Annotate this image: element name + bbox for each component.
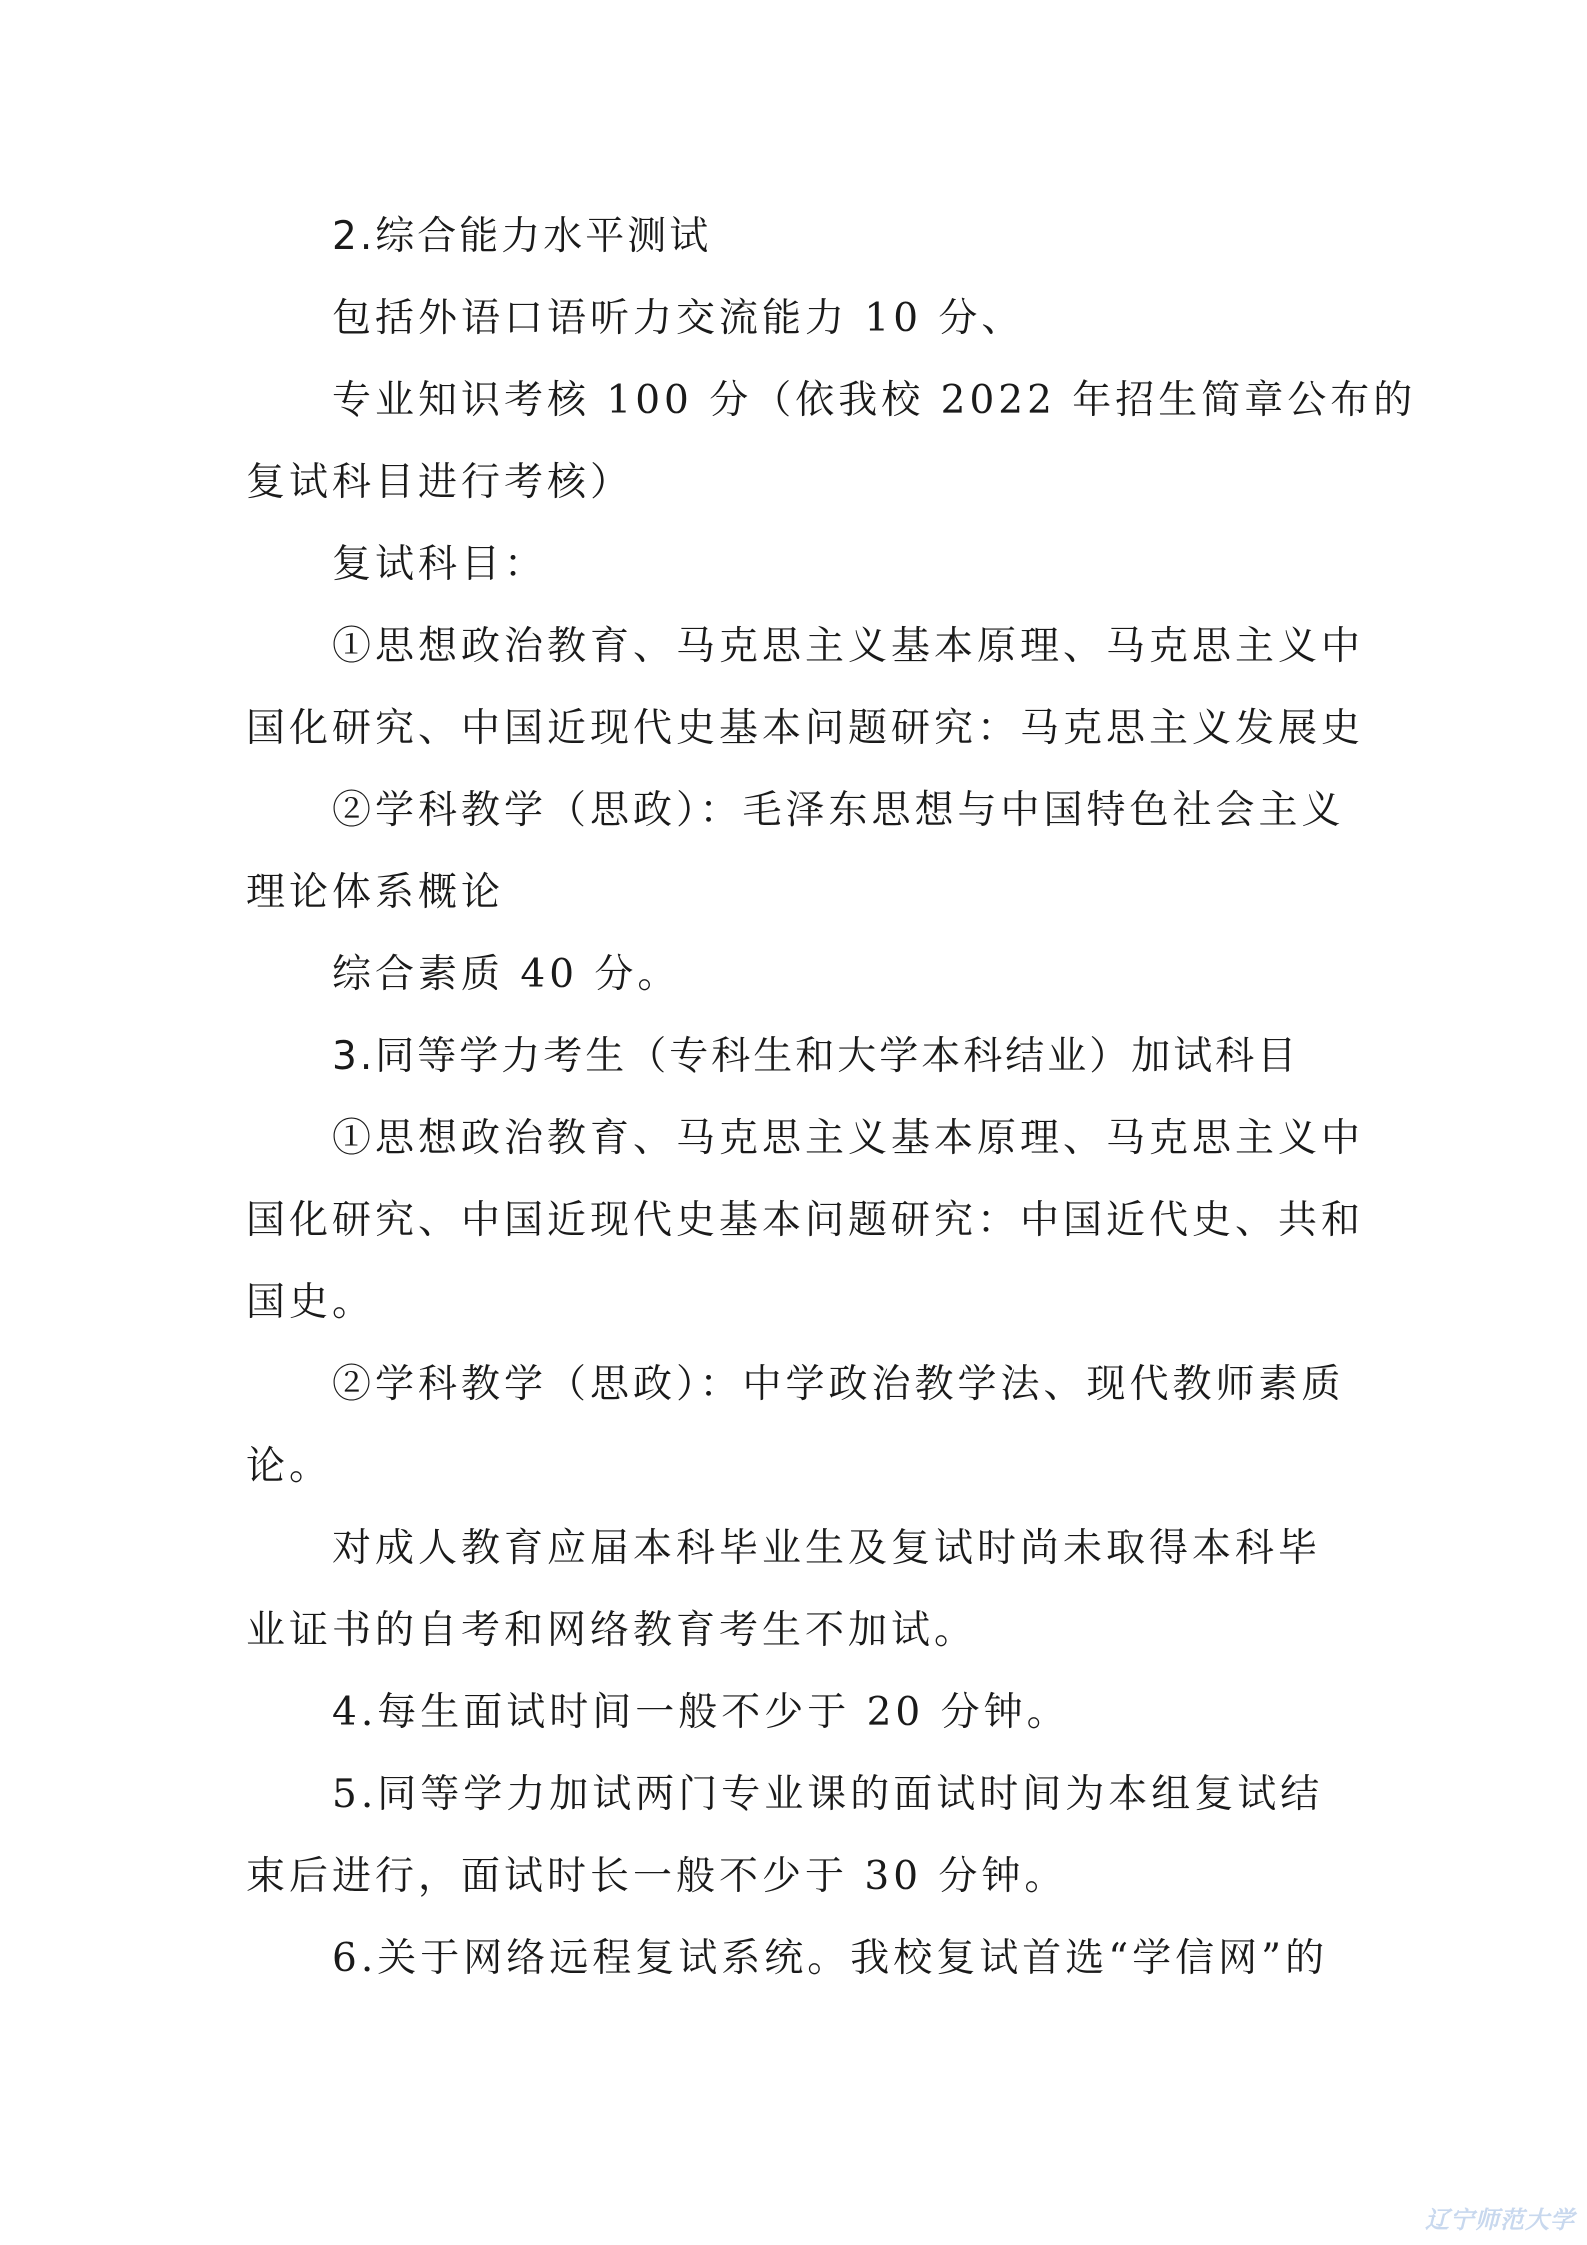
- paragraph-line: 业证书的自考和网络教育考生不加试。: [246, 1608, 978, 1653]
- document-body: [246, 196, 1417, 2000]
- paragraph-line: 复试科目进行考核）: [246, 460, 634, 505]
- paragraph-line: 国化研究、中国近现代史基本问题研究：中国近代史、共和: [246, 1198, 1365, 1243]
- paragraph-line: 6.关于网络远程复试系统。我校复试首选“学信网”的: [332, 1936, 1329, 1981]
- paragraph-line: 复试科目：: [332, 542, 548, 587]
- paragraph-line: 国化研究、中国近现代史基本问题研究：马克思主义发展史: [246, 706, 1365, 751]
- paragraph-line: 论。: [246, 1444, 333, 1489]
- paragraph-line: ①思想政治教育、马克思主义基本原理、马克思主义中: [332, 1116, 1365, 1161]
- university-watermark: 辽宁师范大学: [1425, 2206, 1575, 2234]
- paragraph-line: 束后进行，面试时长一般不少于 30 分钟。: [246, 1854, 1068, 1899]
- paragraph-line: 5.同等学力加试两门专业课的面试时间为本组复试结: [332, 1772, 1324, 1817]
- paragraph-line: 4.每生面试时间一般不少于 20 分钟。: [332, 1690, 1070, 1735]
- paragraph-line: 综合素质 40 分。: [332, 952, 681, 997]
- paragraph-line: ②学科教学（思政）：中学政治教学法、现代教师素质: [332, 1362, 1345, 1407]
- paragraph-line: ②学科教学（思政）：毛泽东思想与中国特色社会主义: [332, 788, 1345, 833]
- paragraph-line: 包括外语口语听力交流能力 10 分、: [332, 296, 1025, 341]
- paragraph-line: ①思想政治教育、马克思主义基本原理、马克思主义中: [332, 624, 1365, 669]
- paragraph-line: 对成人教育应届本科毕业生及复试时尚未取得本科毕: [332, 1526, 1322, 1571]
- section-heading-3: 3.同等学力考生（专科生和大学本科结业）加试科目: [332, 1034, 1300, 1079]
- paragraph-line: 专业知识考核 100 分（依我校 2022 年招生简章公布的: [332, 378, 1417, 423]
- paragraph-line: 理论体系概论: [246, 870, 505, 915]
- section-heading-2: 2.综合能力水平测试: [332, 214, 712, 259]
- paragraph-line: 国史。: [246, 1280, 376, 1325]
